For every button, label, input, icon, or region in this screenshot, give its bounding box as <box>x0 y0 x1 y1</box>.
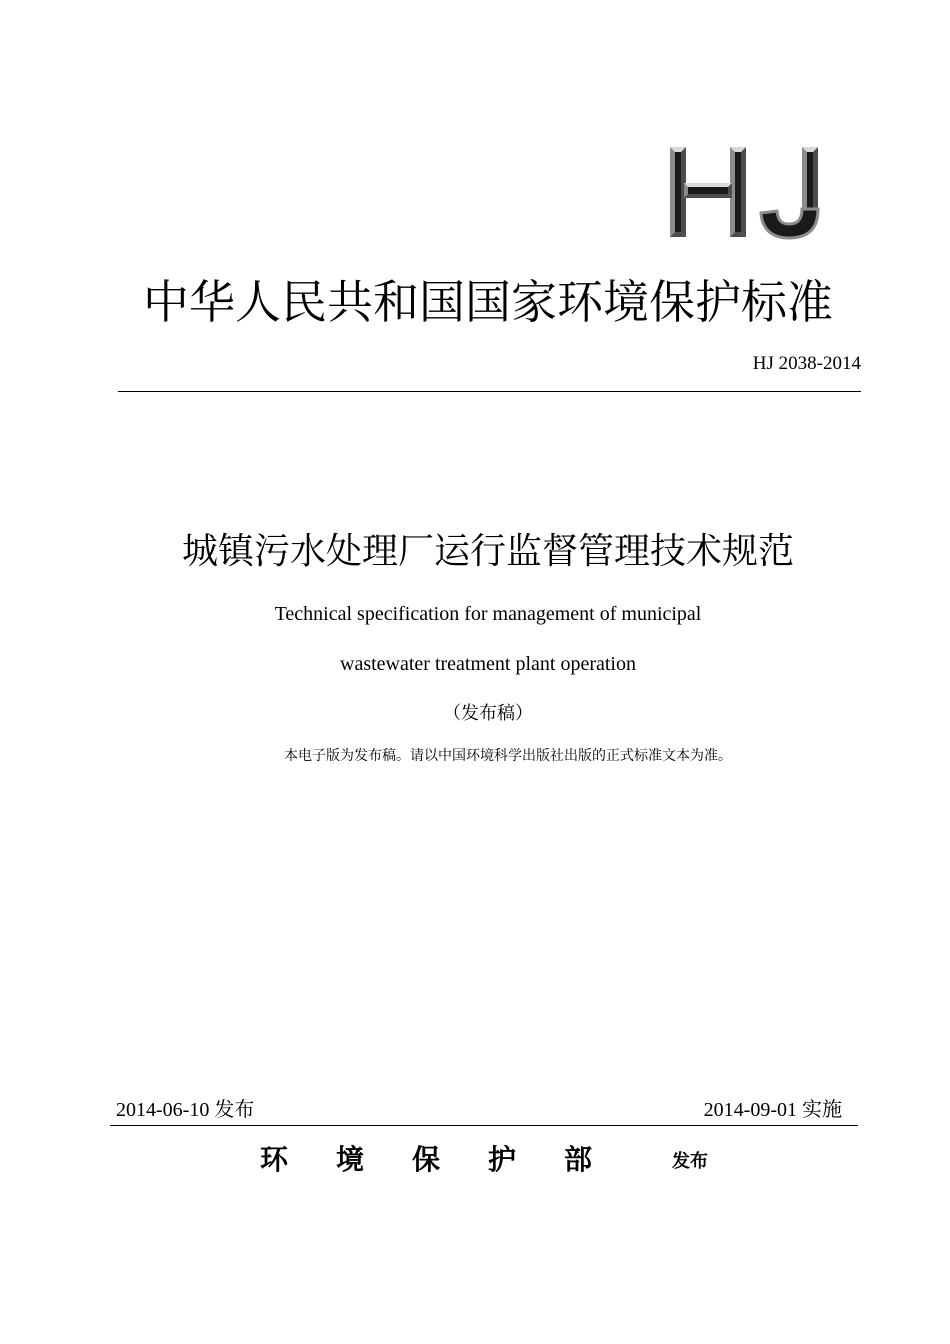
edition-notice: 本电子版为发布稿。请以中国环境科学出版社出版的正式标准文本为准。 <box>284 748 732 764</box>
standard-code: HJ 2038-2014 <box>752 353 861 374</box>
j-stem-face <box>807 152 813 208</box>
h-left-stem-left <box>670 147 675 237</box>
document-title-en-line-1: Technical specification for management of municipal <box>274 603 702 625</box>
h-left-stem-face <box>675 152 681 232</box>
footer-divider <box>110 1125 858 1126</box>
h-right-stem-face <box>735 152 741 232</box>
implement-date: 2014-09-01 实施 <box>703 1099 842 1121</box>
draft-label: （发布稿） <box>443 703 533 724</box>
document-title-zh: 城镇污水处理厂运行监督管理技术规范 <box>181 531 794 572</box>
h-crossbar-face <box>688 187 728 194</box>
j-stem-left <box>802 147 807 213</box>
issuing-authority-suffix: 发布 <box>672 1151 708 1172</box>
issuing-authority: 环境保护部 <box>260 1143 641 1176</box>
h-right-stem-right <box>741 147 746 237</box>
j-hook <box>761 209 818 238</box>
h-crossbar-bottom <box>684 194 732 198</box>
header-divider <box>118 391 861 392</box>
country-standard-title: 中华人民共和国国家环境保护标准 <box>143 275 833 329</box>
hj-logo <box>664 143 828 241</box>
document-title-en-line-2: wastewater treatment plant operation <box>340 653 636 675</box>
publish-date: 2014-06-10 发布 <box>116 1099 255 1121</box>
j-stem-right <box>813 147 818 213</box>
h-crossbar-top <box>684 183 732 187</box>
